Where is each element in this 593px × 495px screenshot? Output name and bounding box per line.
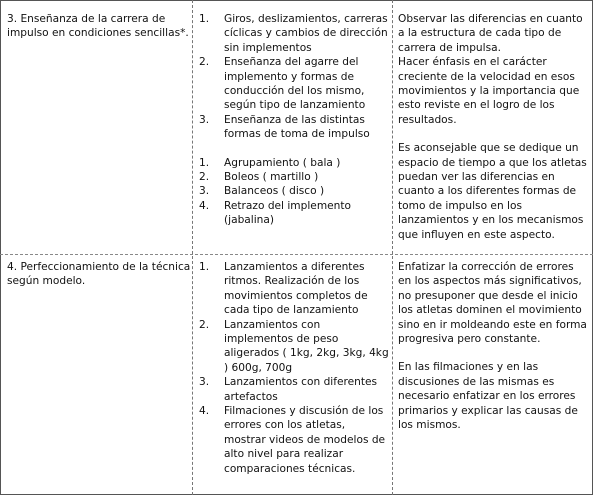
list-text: Agrupamiento ( bala ) — [224, 156, 341, 169]
list-number: 2. — [199, 56, 210, 69]
list-item — [199, 12, 389, 55]
row2-exercises-cell — [199, 260, 389, 476]
list-number: 4. — [199, 199, 210, 212]
list-number: 1. — [199, 261, 210, 273]
note-paragraph: Observar las diferencias en cuanto a la estructura de cada tipo de carrera de impulsa. — [398, 13, 583, 54]
list-number: 1. — [199, 156, 210, 169]
row2-stage-cell — [7, 260, 192, 289]
list-text: Lanzamientos a diferentes ritmos. Realización de los movimientos completos de cada tipo de lanzamiento — [224, 261, 368, 317]
list-number: 3. — [199, 185, 210, 198]
note-paragraph: Hacer énfasis en el carácter creciente de la velocidad en esos movimientos y la importancia que esto reviste en el logro de los resultados. — [398, 56, 580, 126]
row2-stage-text: 4. Perfeccionamiento de la técnica según modelo. — [7, 261, 191, 288]
list-number: 4. — [199, 405, 210, 418]
list-text: Filmaciones y discusión de los errores con los atletas, mostrar videos de modelos de alto nivel para realizar comparaciones técnicas. — [224, 405, 386, 475]
row1-exercises-cell — [199, 12, 389, 228]
list-item — [199, 156, 389, 170]
list-text: Lanzamientos con diferentes artefactos — [224, 376, 378, 403]
table-left-border — [0, 0, 1, 495]
list-item — [199, 113, 389, 142]
column-divider-2 — [392, 0, 393, 495]
list-number: 3. — [199, 376, 210, 389]
list-item — [199, 55, 389, 113]
note-paragraph: Enfatizar la corrección de errores en los aspectos más significativos, no presuponer que desde el inicio los atletas dominen el movimiento sino en ir moldeando este en forma progresiva pero constante. — [398, 261, 587, 346]
list-text: Boleos ( martillo ) — [224, 171, 319, 184]
list-text: Retrazo del implemento (jabalina) — [224, 199, 352, 227]
list-number: 2. — [199, 318, 210, 331]
list-item — [199, 199, 389, 228]
list-item — [199, 375, 389, 404]
list-item — [199, 184, 389, 198]
list-number: 1. — [199, 13, 210, 25]
row1-stage-text: 3. Enseñanza de la carrera de impulso en condiciones sencillas*. — [7, 13, 189, 40]
row2-notes-cell — [398, 260, 588, 432]
list-text: Enseñanza de las distintas formas de toma de impulso — [224, 113, 370, 141]
table-top-border — [0, 0, 593, 1]
list-text: Lanzamientos con implementos de peso aligerados ( 1kg, 2kg, 3kg, 4kg ) 600g, 700g — [224, 318, 389, 374]
note-paragraph: Es aconsejable que se dedique un espacio de tiempo a que los atletas puedan ver las diferencias en cuanto a los diferentes formas de tomo de impulso en los lanzamientos y en los mecanismos que influyen en este aspecto. — [398, 142, 587, 241]
list-text: Balanceos ( disco ) — [224, 185, 325, 198]
list-number: 3. — [199, 113, 210, 126]
list-item — [199, 404, 389, 476]
list-text: Enseñanza del agarre del implemento y formas de conducción del los mismo, según tipo de lanzamiento — [224, 56, 366, 112]
list-item — [199, 170, 389, 184]
list-text: Giros, deslizamientos, carreras cíclicas y cambios de dirección sin implementos — [224, 13, 388, 54]
note-paragraph: En las filmaciones y en las discusiones de las mismas es necesario enfatizar en los errores primarios y explicar las causas de los mismos. — [398, 361, 578, 432]
list-number: 2. — [199, 171, 210, 184]
list-item — [199, 318, 389, 376]
row-divider — [0, 254, 593, 255]
list-item — [199, 260, 389, 318]
row1-stage-cell — [7, 12, 192, 41]
row1-notes-cell — [398, 12, 588, 242]
column-divider-1 — [192, 0, 193, 495]
